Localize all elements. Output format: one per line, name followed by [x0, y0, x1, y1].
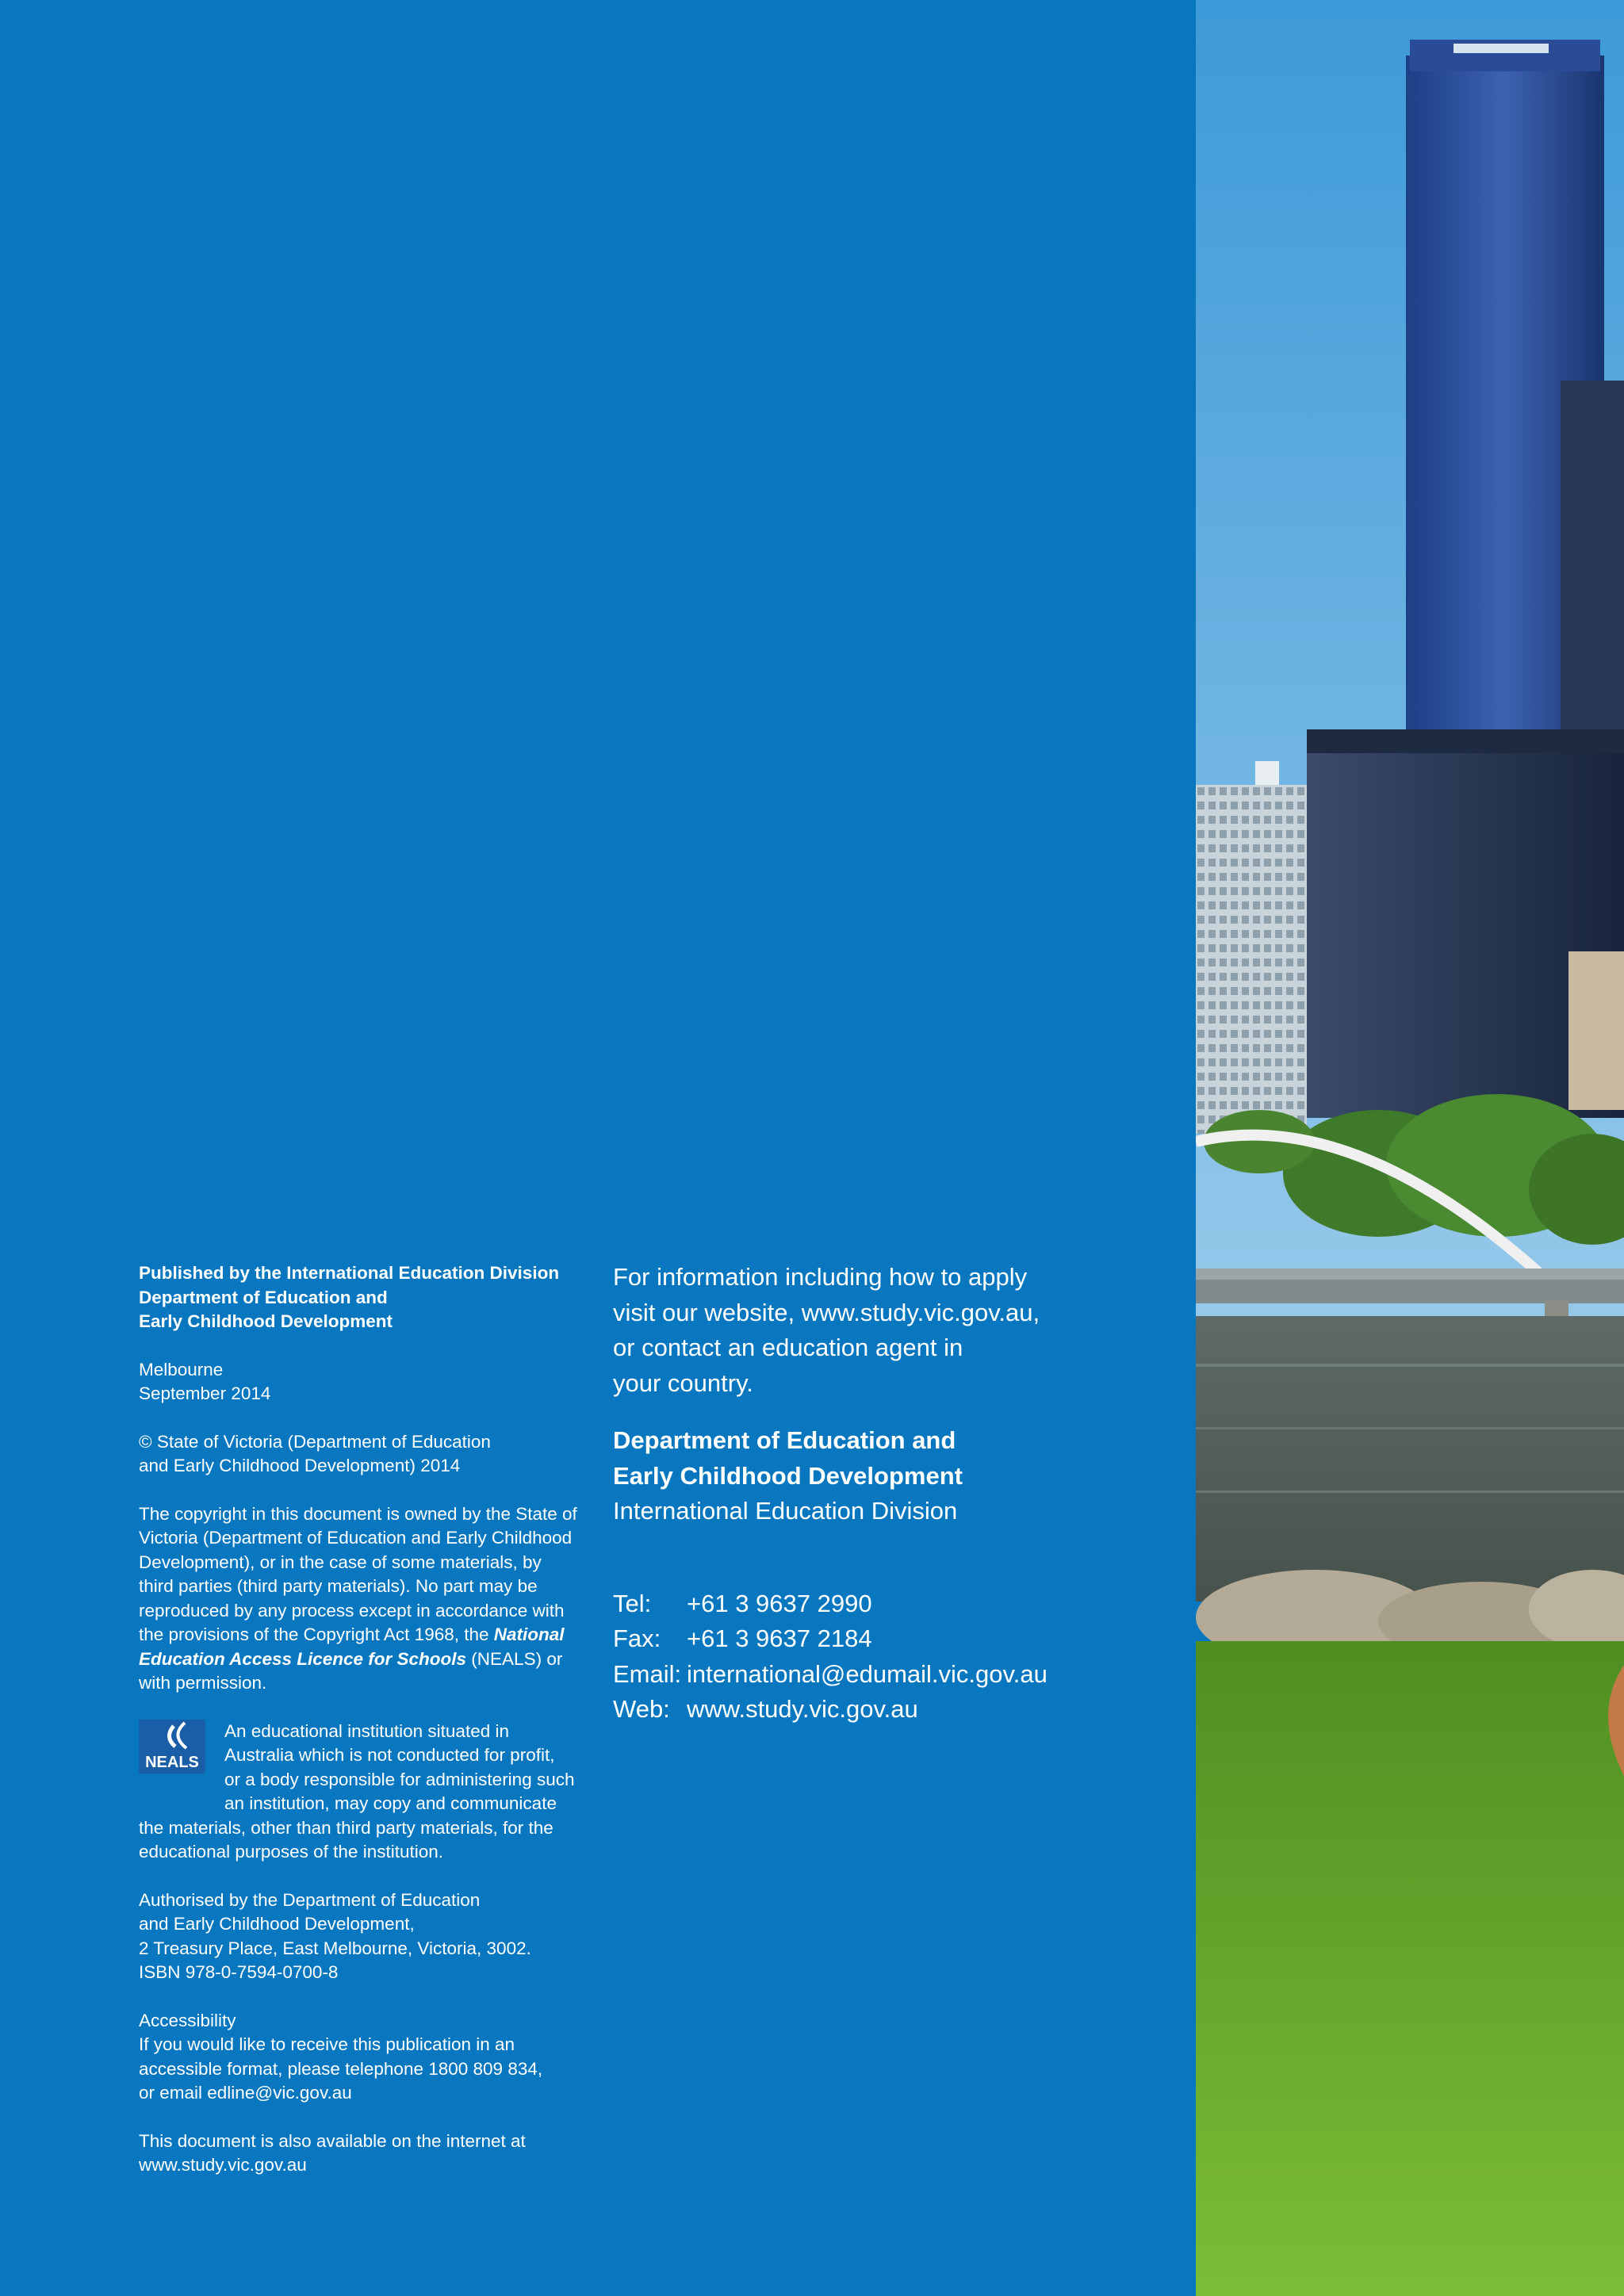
neals-logo-icon	[139, 1720, 205, 1774]
email-label: Email:	[613, 1659, 682, 1688]
place-date-block	[139, 1358, 595, 1406]
copyright-body-line: Development), or in the case of some materials, by	[139, 1552, 542, 1572]
tel-label: Tel:	[613, 1589, 652, 1617]
copyright-notice	[139, 1430, 595, 1479]
department-name: Early Childhood Development	[613, 1461, 963, 1490]
publisher-block	[139, 1261, 595, 1334]
imprint-column	[139, 1261, 595, 2202]
fax-label: Fax:	[613, 1624, 661, 1652]
internet-url: www.study.vic.gov.au	[139, 2155, 307, 2175]
licence-name-part: Education Access Licence for Schools	[139, 1648, 467, 1669]
melbourne-cityscape-photo	[1196, 0, 1624, 2296]
authorised-line: Authorised by the Department of Education	[139, 1889, 481, 1910]
spacer	[613, 1552, 1105, 1586]
copyright-line: © State of Victoria (Department of Education	[139, 1431, 491, 1452]
copyright-body-line: the provisions of the Copyright Act 1968, the	[139, 1624, 494, 1644]
authorised-line: 2 Treasury Place, East Melbourne, Victoria, 3002.	[139, 1938, 531, 1958]
date: September 2014	[139, 1383, 271, 1403]
info-line: visit our website, www.study.vic.gov.au,	[613, 1298, 1040, 1326]
neals-line: Australia which is not conducted for profit,	[224, 1745, 555, 1765]
neals-line: an institution, may copy and communicate	[224, 1793, 557, 1813]
internet-line: This document is also available on the internet at	[139, 2130, 526, 2151]
info-block	[613, 1260, 1105, 1401]
accessibility-line: If you would like to receive this publication in an	[139, 2034, 515, 2054]
neals-logo-text: NEALS	[145, 1753, 199, 1771]
info-line: or contact an education agent in	[613, 1334, 963, 1361]
copyright-body	[139, 1502, 595, 1696]
web-label: Web:	[613, 1695, 670, 1723]
publisher-line: Early Childhood Development	[139, 1311, 393, 1331]
publisher-line: Department of Education and	[139, 1287, 388, 1307]
isbn: ISBN 978-0-7594-0700-8	[139, 1962, 339, 1982]
authorised-line: and Early Childhood Development,	[139, 1914, 415, 1934]
contact-web	[613, 1692, 1105, 1728]
department-block	[613, 1423, 1105, 1529]
contact-fax	[613, 1621, 1105, 1657]
copyright-line: and Early Childhood Development) 2014	[139, 1456, 461, 1475]
copyright-body-line: reproduced by any process except in accordance with	[139, 1600, 565, 1621]
copyright-body-line: (NEALS) or	[466, 1648, 563, 1669]
copyright-body-line: Victoria (Department of Education and Early Childhood	[139, 1528, 573, 1548]
accessibility-line: accessible format, please telephone 1800 809 834,	[139, 2058, 543, 2079]
neals-line: the materials, other than third party materials, for the	[139, 1817, 553, 1838]
contact-email	[613, 1657, 1105, 1693]
accessibility-heading: Accessibility	[139, 2010, 236, 2030]
department-name: Department of Education and	[613, 1426, 956, 1454]
accessibility-line: or email edline@vic.gov.au	[139, 2083, 352, 2103]
copyright-body-line: third parties (third party materials). No part may be	[139, 1576, 538, 1596]
tel-value: +61 3 9637 2990	[687, 1589, 872, 1617]
info-line: For information including how to apply	[613, 1263, 1028, 1291]
internet-block	[139, 2130, 595, 2178]
cityscape-illustration	[1196, 0, 1624, 2296]
web-value: www.study.vic.gov.au	[687, 1695, 918, 1723]
neals-line: educational purposes of the institution.	[139, 1842, 444, 1862]
email-value: international@edumail.vic.gov.au	[687, 1659, 1048, 1688]
fax-value: +61 3 9637 2184	[687, 1624, 872, 1652]
neals-line: An educational institution situated in	[224, 1720, 509, 1741]
city: Melbourne	[139, 1359, 224, 1380]
licence-name-part: National	[493, 1624, 565, 1644]
copyright-body-line: with permission.	[139, 1673, 267, 1693]
neals-block	[139, 1720, 595, 1865]
neals-line: or a body responsible for administering such	[224, 1769, 575, 1789]
contact-tel	[613, 1586, 1105, 1622]
publisher-line: Published by the International Education Division	[139, 1263, 560, 1283]
accessibility-block	[139, 2009, 595, 2106]
division-name: International Education Division	[613, 1497, 958, 1525]
info-line: your country.	[613, 1368, 753, 1397]
copyright-body-line: The copyright in this document is owned by the State of	[139, 1503, 577, 1524]
contact-column	[613, 1260, 1105, 1728]
authorised-block	[139, 1888, 595, 1985]
